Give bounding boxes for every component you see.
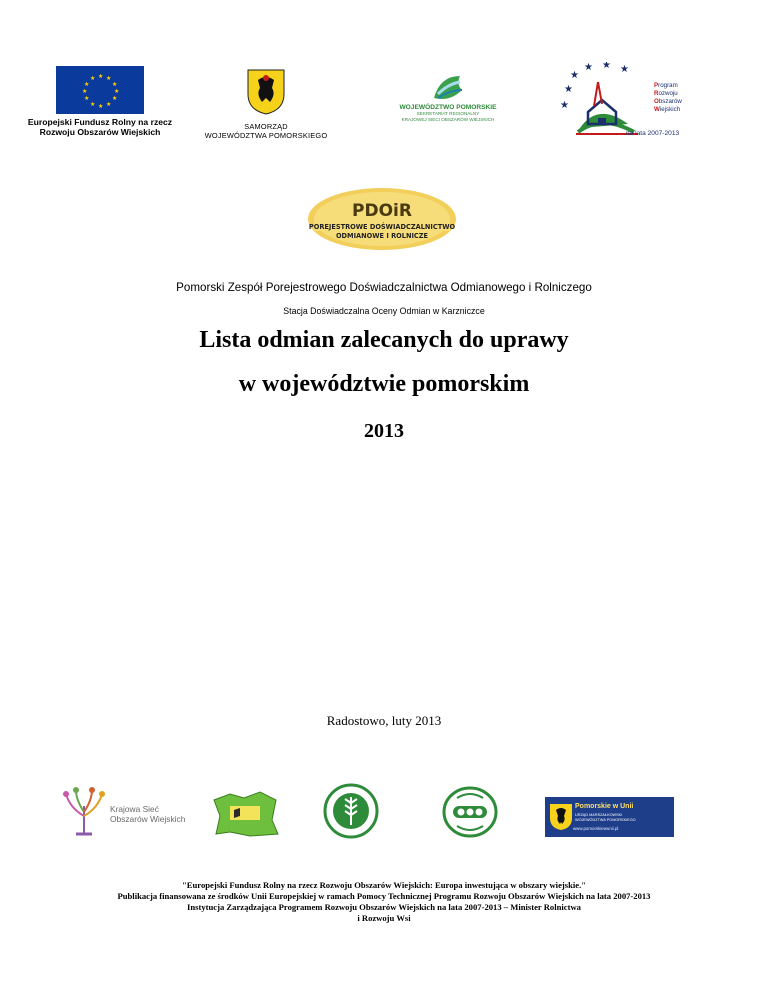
document-title-line1: Lista odmian zalecanych do uprawy	[199, 327, 569, 353]
prow-emblem-icon	[558, 62, 658, 140]
coop-seal-logo	[441, 786, 499, 838]
pomorskie-shield-icon	[548, 802, 574, 832]
prow-logo: ★ ★ ★ ★ ★ ★ Program Rozwoju Obszarów Wiejskich na lata 2007-2013	[558, 62, 698, 140]
pdoir-line2: ODMIANOWE I ROLNICZE	[335, 232, 429, 240]
svg-text:★: ★	[584, 62, 593, 73]
pwu-url: www.pomorskiewunii.pl	[573, 826, 619, 831]
document-title-line2: w województwie pomorskim	[238, 371, 530, 397]
svg-text:★: ★	[98, 73, 104, 80]
pwu-title: Pomorskie w Unii	[575, 803, 634, 810]
samorzad-line2: WOJEWÓDZTWA POMORSKIEGO	[204, 131, 328, 140]
samorzad-line1: SAMORZĄD	[244, 122, 288, 131]
svg-text:★: ★	[90, 75, 96, 82]
footer-line4: i Rozwoju Wsi	[357, 913, 411, 923]
pwu-sub1: URZĄD MARSZAŁKOWSKI	[575, 813, 623, 817]
prow-years: na lata 2007-2013	[626, 130, 680, 137]
wheat-seal-logo	[323, 783, 379, 839]
document-year: 2013	[364, 420, 404, 442]
ksow-logo	[58, 786, 200, 838]
pwu-sub2: WOJEWÓDZTWA POMORSKIEGO	[575, 817, 636, 822]
pdoir-logo	[306, 186, 458, 252]
svg-text:★: ★	[564, 84, 573, 95]
ksow-tree-icon	[58, 786, 110, 838]
eu-caption-line2: Rozwoju Obszarów Wiejskich	[39, 127, 161, 137]
organization-name: Pomorski Zespół Porejestrowego Doświadczalnictwa Odmianowego i Rolniczego	[176, 281, 592, 294]
izba-rolnicza-logo	[210, 790, 282, 838]
footer-line2: Publikacja finansowana ze środków Unii Europejskiej w ramach Pomocy Technicznej Programu Rozwoju Obszarów Wiejskich na lata 2007-2013	[117, 891, 651, 901]
wojewodztwo-sub2: KRAJOWEJ SIECI OBSZARÓW WIEJSKICH	[401, 117, 495, 122]
svg-text:★: ★	[114, 88, 120, 95]
wojewodztwo-sub1: SEKRETARIAT REGIONALNY	[416, 111, 480, 116]
samorzad-logo	[204, 68, 328, 140]
wojewodztwo-title: WOJEWÓDZTWO POMORSKIE	[399, 104, 497, 111]
svg-text:★: ★	[82, 88, 88, 95]
svg-text:★: ★	[112, 95, 118, 102]
svg-text:★: ★	[602, 62, 611, 71]
wojewodztwo-pomorskie-logo	[392, 72, 504, 123]
eu-flag-icon	[56, 66, 144, 114]
ksow-l1: Krajowa Sieć	[110, 804, 159, 814]
svg-text:★: ★	[106, 101, 112, 108]
station-name: Stacja Doświadczalna Oceny Odmian w Karzniczce	[283, 306, 485, 316]
place-and-date: Radostowo, luty 2013	[326, 713, 442, 728]
eu-logo	[22, 66, 178, 137]
pomorskie-w-unii-logo	[545, 797, 674, 837]
ksow-l2: Obszarów Wiejskich	[110, 814, 186, 824]
svg-text:★: ★	[98, 103, 104, 110]
svg-text:★: ★	[84, 95, 90, 102]
funding-footer	[0, 880, 768, 924]
pdoir-line1: POREJESTROWE DOŚWIADCZALNICTWO	[308, 223, 456, 231]
pomorskie-coat-of-arms-icon	[246, 68, 286, 116]
eu-caption-line1: Europejski Fundusz Rolny na rzecz	[27, 117, 173, 127]
svg-text:★: ★	[90, 101, 96, 108]
svg-text:★: ★	[570, 70, 579, 81]
wave-leaf-icon	[430, 72, 466, 102]
svg-text:★: ★	[84, 81, 90, 88]
footer-line3: Instytucja Zarządzająca Programem Rozwoju Obszarów Wiejskich na lata 2007-2013 – Minister Rolnictwa	[187, 902, 581, 912]
svg-text:★: ★	[106, 75, 112, 82]
svg-text:★: ★	[620, 64, 629, 75]
footer-line1: "Europejski Fundusz Rolny na rzecz Rozwoju Obszarów Wiejskich: Europa inwestująca w obszary wiejskie."	[182, 880, 586, 890]
pdoir-abbr: PDOiR	[352, 201, 412, 221]
svg-text:★: ★	[560, 100, 569, 111]
svg-text:★: ★	[112, 81, 118, 88]
